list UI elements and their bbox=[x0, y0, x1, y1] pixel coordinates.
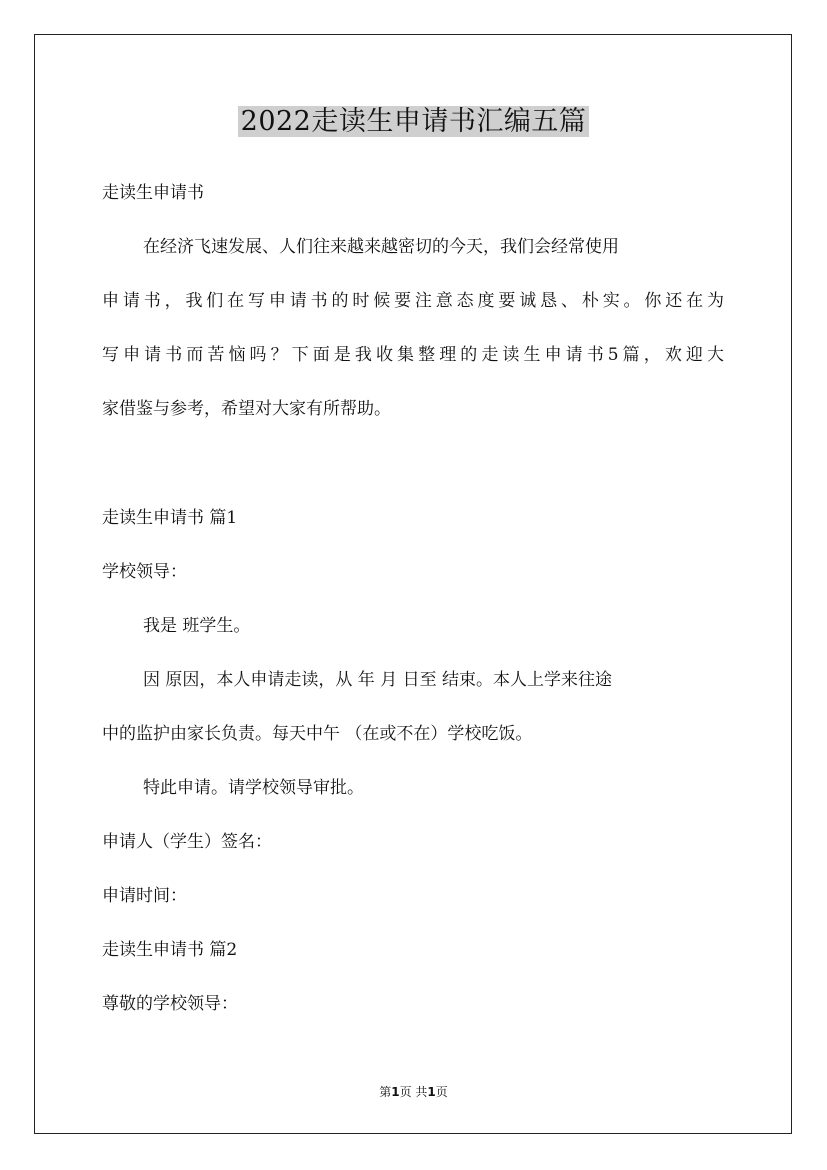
footer-total-pages: 1 bbox=[427, 1085, 436, 1099]
section-1-line-2b: 中的监护由家长负责。每天中午 （在或不在）学校吃饭。 bbox=[102, 724, 533, 744]
section-1-line-2a: 因 原因，本人申请走读，从 年 月 日至 结束。本人上学来往途 bbox=[143, 670, 613, 690]
footer-suffix: 页 bbox=[435, 1085, 448, 1099]
intro-line-1: 在经济飞速发展、人们往来越来越密切的今天，我们会经常使用 bbox=[143, 237, 619, 257]
heading: 走读生申请书 bbox=[102, 183, 204, 203]
footer-page-number: 1 bbox=[391, 1085, 400, 1099]
section-1-title: 走读生申请书 篇1 bbox=[102, 508, 238, 528]
document-title bbox=[0, 102, 827, 142]
section-1-line-1: 我是 班学生。 bbox=[143, 616, 251, 636]
document-title-text: 2022走读生申请书汇编五篇 bbox=[238, 106, 590, 137]
section-1-signature: 申请人（学生）签名： bbox=[102, 832, 272, 852]
section-2-title: 走读生申请书 篇2 bbox=[102, 940, 238, 960]
intro-line-3: 写申请书而苦恼吗？下面是我收集整理的走读生申请书5篇，欢迎大 bbox=[102, 345, 724, 365]
section-1-line-3: 特此申请。请学校领导审批。 bbox=[143, 778, 364, 798]
footer-mid: 页 共 bbox=[399, 1085, 428, 1099]
page-footer bbox=[0, 1084, 827, 1100]
footer-prefix: 第 bbox=[379, 1085, 392, 1099]
intro-line-4: 家借鉴与参考，希望对大家有所帮助。 bbox=[102, 399, 391, 419]
section-2-salutation: 尊敬的学校领导： bbox=[102, 994, 238, 1014]
section-1-salutation: 学校领导： bbox=[102, 562, 187, 582]
section-1-date: 申请时间： bbox=[102, 886, 187, 906]
intro-line-2: 申请书，我们在写申请书的时候要注意态度要诚恳、朴实。你还在为 bbox=[102, 291, 724, 311]
